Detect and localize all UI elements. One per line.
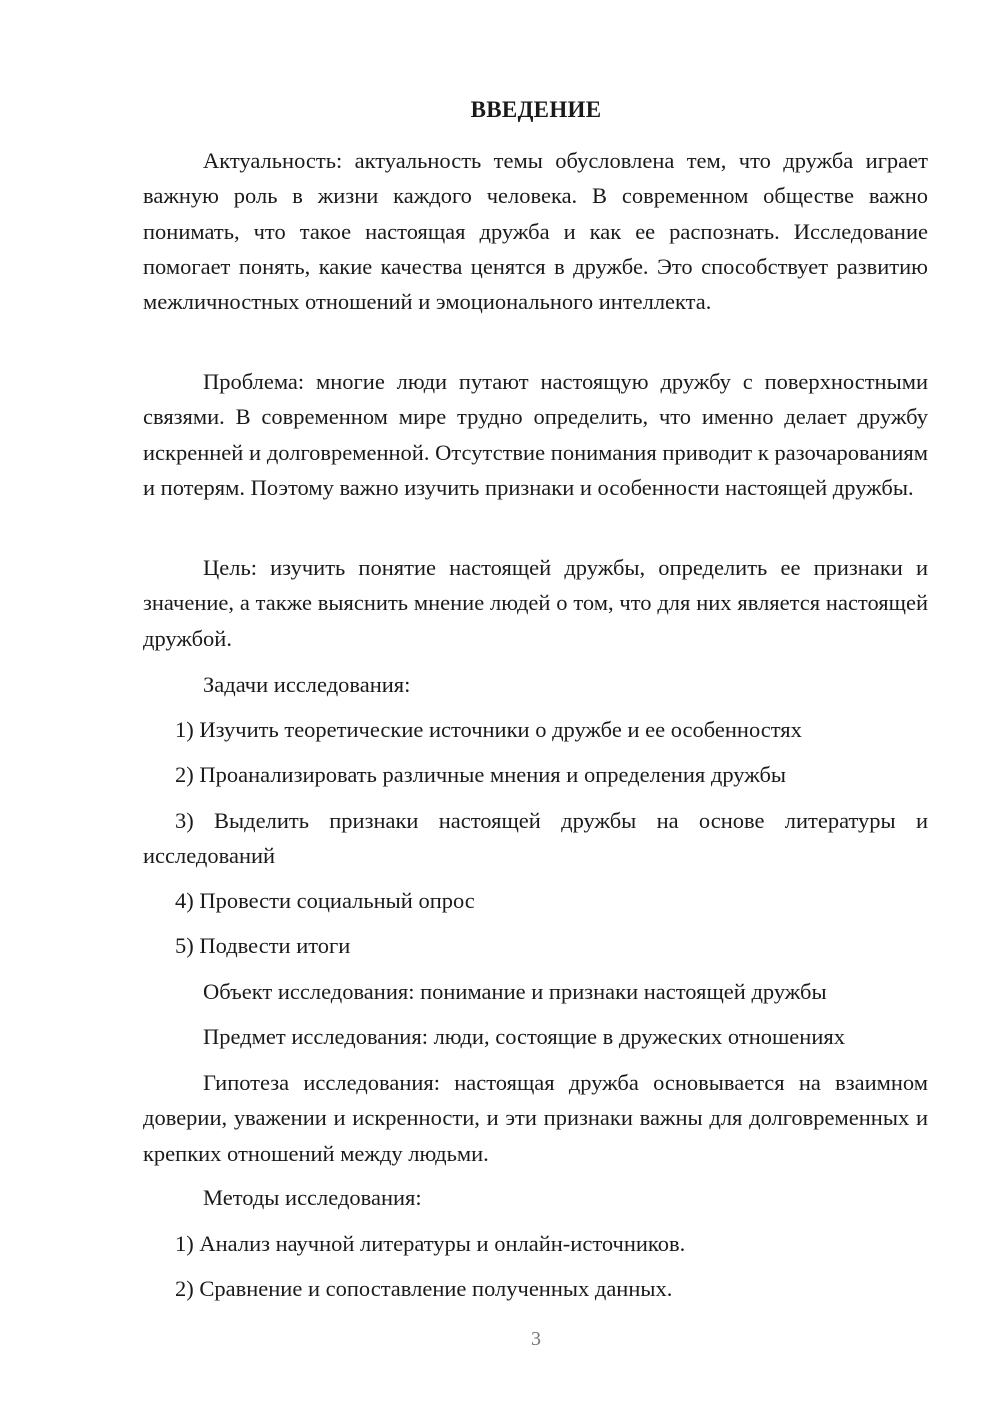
page-number: 3	[531, 1328, 541, 1350]
research-object: Объект исследования: понимание и признаки настоящей дружбы	[203, 979, 827, 1004]
tasks-heading: Задачи исследования:	[203, 672, 411, 697]
section-title: ВВЕДЕНИЕ	[470, 97, 602, 122]
research-subject: Предмет исследования: люди, состоящие в дружеских отношениях	[203, 1024, 845, 1049]
method-item-1: 1) Анализ научной литературы и онлайн-источников.	[175, 1231, 686, 1256]
task-item-1: 1) Изучить теоретические источники о дружбе и ее особенностях	[175, 717, 802, 742]
relevance-paragraph: Актуальность: актуальность темы обусловлена тем, что дружба играет важную роль в жизни каждого человека. В современном обществе важно понимать, что такое настоящая дружба и как ее распознать. Исследование помогает понять, какие качества ценятся в дружбе. Это способствует развитию межличностных отношений и эмоционального интеллекта.	[143, 148, 928, 315]
problem-paragraph: Проблема: многие люди путают настоящую дружбу с поверхностными связями. В современном мире трудно определить, что именно делает дружбу искренней и долговременной. Отсутствие понимания приводит к разочарованиям и потерям. Поэтому важно изучить признаки и особенности настоящей дружбы.	[143, 369, 928, 500]
task-item-2: 2) Проанализировать различные мнения и определения дружбы	[175, 762, 787, 787]
task-item-4: 4) Провести социальный опрос	[175, 888, 475, 913]
task-item-5: 5) Подвести итоги	[175, 933, 351, 958]
methods-heading: Методы исследования:	[203, 1185, 422, 1210]
hypothesis-paragraph: Гипотеза исследования: настоящая дружба основывается на взаимном доверии, уважении и искренности, и эти признаки важны для долговременных и крепких отношений между людьми.	[143, 1070, 928, 1166]
task-item-3: 3) Выделить признаки настоящей дружбы на основе литературы и исследований	[143, 808, 928, 869]
method-item-2: 2) Сравнение и сопоставление полученных данных.	[175, 1276, 673, 1301]
goal-paragraph: Цель: изучить понятие настоящей дружбы, определить ее признаки и значение, а также выяснить мнение людей о том, что для них является настоящей дружбой.	[143, 555, 928, 651]
